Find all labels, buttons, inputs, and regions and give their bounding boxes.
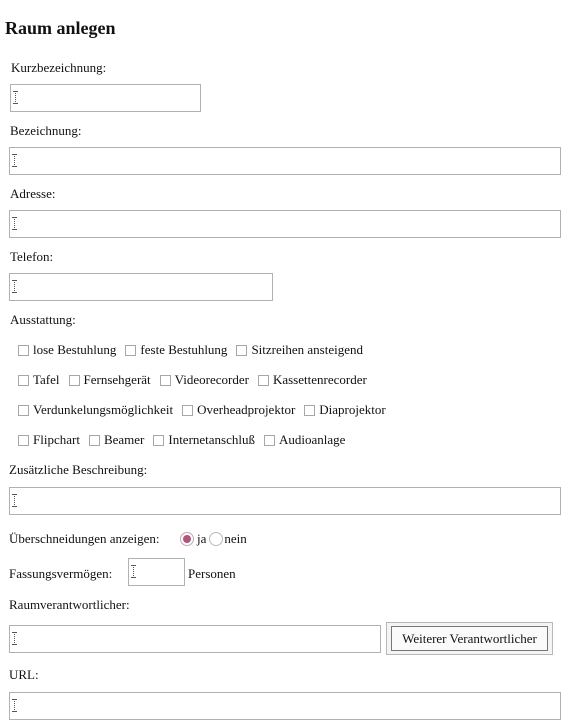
telefon-input[interactable]	[9, 273, 273, 301]
checkbox-label: Beamer	[103, 432, 145, 447]
checkbox-fernsehgeraet[interactable]	[69, 372, 151, 388]
checkbox-box[interactable]	[160, 375, 171, 386]
checkbox-box[interactable]	[18, 345, 29, 356]
checkbox-box[interactable]	[125, 345, 136, 356]
checkbox-label: Tafel	[33, 372, 60, 387]
checkbox-box[interactable]	[89, 435, 100, 446]
ausstattung-row-4	[18, 432, 354, 448]
adresse-label: Adresse:	[10, 186, 56, 201]
adresse-input[interactable]	[9, 210, 561, 238]
bezeichnung-label: Bezeichnung:	[10, 123, 82, 138]
checkbox-beamer[interactable]	[89, 432, 144, 448]
checkbox-feste-bestuhlung[interactable]	[125, 342, 227, 358]
checkbox-box[interactable]	[258, 375, 269, 386]
checkbox-flipchart[interactable]	[18, 432, 80, 448]
text-cursor-icon	[14, 699, 16, 712]
bezeichnung-input[interactable]	[9, 147, 561, 175]
overlap-radio-group	[180, 531, 247, 547]
verantwortlicher-input[interactable]	[9, 625, 381, 653]
checkbox-box[interactable]	[69, 375, 80, 386]
checkbox-label: Audioanlage	[279, 432, 346, 447]
checkbox-label: Diaprojektor	[319, 402, 386, 417]
verantwortlicher-label: Raumverantwortlicher:	[9, 597, 130, 612]
checkbox-box[interactable]	[153, 435, 164, 446]
overlap-radio-nein[interactable]	[209, 532, 223, 546]
url-label: URL:	[9, 667, 39, 682]
page-title: Raum anlegen	[5, 18, 116, 38]
checkbox-tafel[interactable]	[18, 372, 60, 388]
checkbox-label: feste Bestuhlung	[140, 342, 228, 357]
checkbox-label: Internetanschluß	[168, 432, 255, 447]
checkbox-verdunkelung[interactable]	[18, 402, 173, 418]
checkbox-audioanlage[interactable]	[264, 432, 345, 448]
overlap-radio-ja[interactable]	[180, 532, 194, 546]
fassung-unit: Personen	[188, 566, 236, 581]
overlap-ja-label: ja	[197, 531, 207, 546]
checkbox-box[interactable]	[264, 435, 275, 446]
checkbox-label: Verdunkelungsmöglichkeit	[33, 402, 174, 417]
text-cursor-icon	[14, 154, 16, 167]
ausstattung-row-3	[18, 402, 395, 418]
kurzbezeichnung-label: Kurzbezeichnung:	[11, 60, 107, 75]
text-cursor-icon	[14, 280, 16, 293]
text-cursor-icon	[14, 632, 16, 645]
checkbox-box[interactable]	[304, 405, 315, 416]
text-cursor-icon	[14, 494, 16, 507]
text-cursor-icon	[15, 91, 17, 104]
checkbox-kassettenrecorder[interactable]	[258, 372, 367, 388]
ausstattung-row-2	[18, 372, 376, 388]
checkbox-box[interactable]	[18, 375, 29, 386]
checkbox-sitzreihen-ansteigend[interactable]	[236, 342, 363, 358]
overlap-nein-label: nein	[224, 531, 247, 546]
ausstattung-row-1	[18, 342, 372, 358]
beschreibung-input[interactable]	[9, 487, 561, 515]
checkbox-label: lose Bestuhlung	[33, 342, 117, 357]
fassung-input[interactable]	[128, 558, 185, 586]
checkbox-box[interactable]	[236, 345, 247, 356]
url-input[interactable]	[9, 692, 561, 720]
text-cursor-icon	[133, 565, 135, 578]
checkbox-label: Flipchart	[33, 432, 80, 447]
checkbox-label: Overheadprojektor	[197, 402, 296, 417]
beschreibung-label: Zusätzliche Beschreibung:	[9, 462, 148, 477]
checkbox-label: Videorecorder	[174, 372, 249, 387]
overlap-label: Überschneidungen anzeigen:	[9, 531, 160, 546]
checkbox-diaprojektor[interactable]	[304, 402, 385, 418]
checkbox-videorecorder[interactable]	[160, 372, 249, 388]
checkbox-internetanschluss[interactable]	[153, 432, 255, 448]
weiterer-verantwortlicher-container	[386, 622, 553, 655]
checkbox-overheadprojektor[interactable]	[182, 402, 295, 418]
text-cursor-icon	[14, 217, 16, 230]
checkbox-lose-bestuhlung[interactable]	[18, 342, 116, 358]
ausstattung-label: Ausstattung:	[10, 312, 76, 327]
kurzbezeichnung-input[interactable]	[10, 84, 201, 112]
checkbox-box[interactable]	[18, 405, 29, 416]
checkbox-label: Fernsehgerät	[83, 372, 151, 387]
fassung-label: Fassungsvermögen:	[9, 566, 113, 581]
checkbox-box[interactable]	[18, 435, 29, 446]
checkbox-label: Sitzreihen ansteigend	[251, 342, 363, 357]
checkbox-label: Kassettenrecorder	[272, 372, 367, 387]
telefon-label: Telefon:	[10, 249, 54, 264]
checkbox-box[interactable]	[182, 405, 193, 416]
weiterer-verantwortlicher-button[interactable]: Weiterer Verantwortlicher	[391, 626, 548, 651]
